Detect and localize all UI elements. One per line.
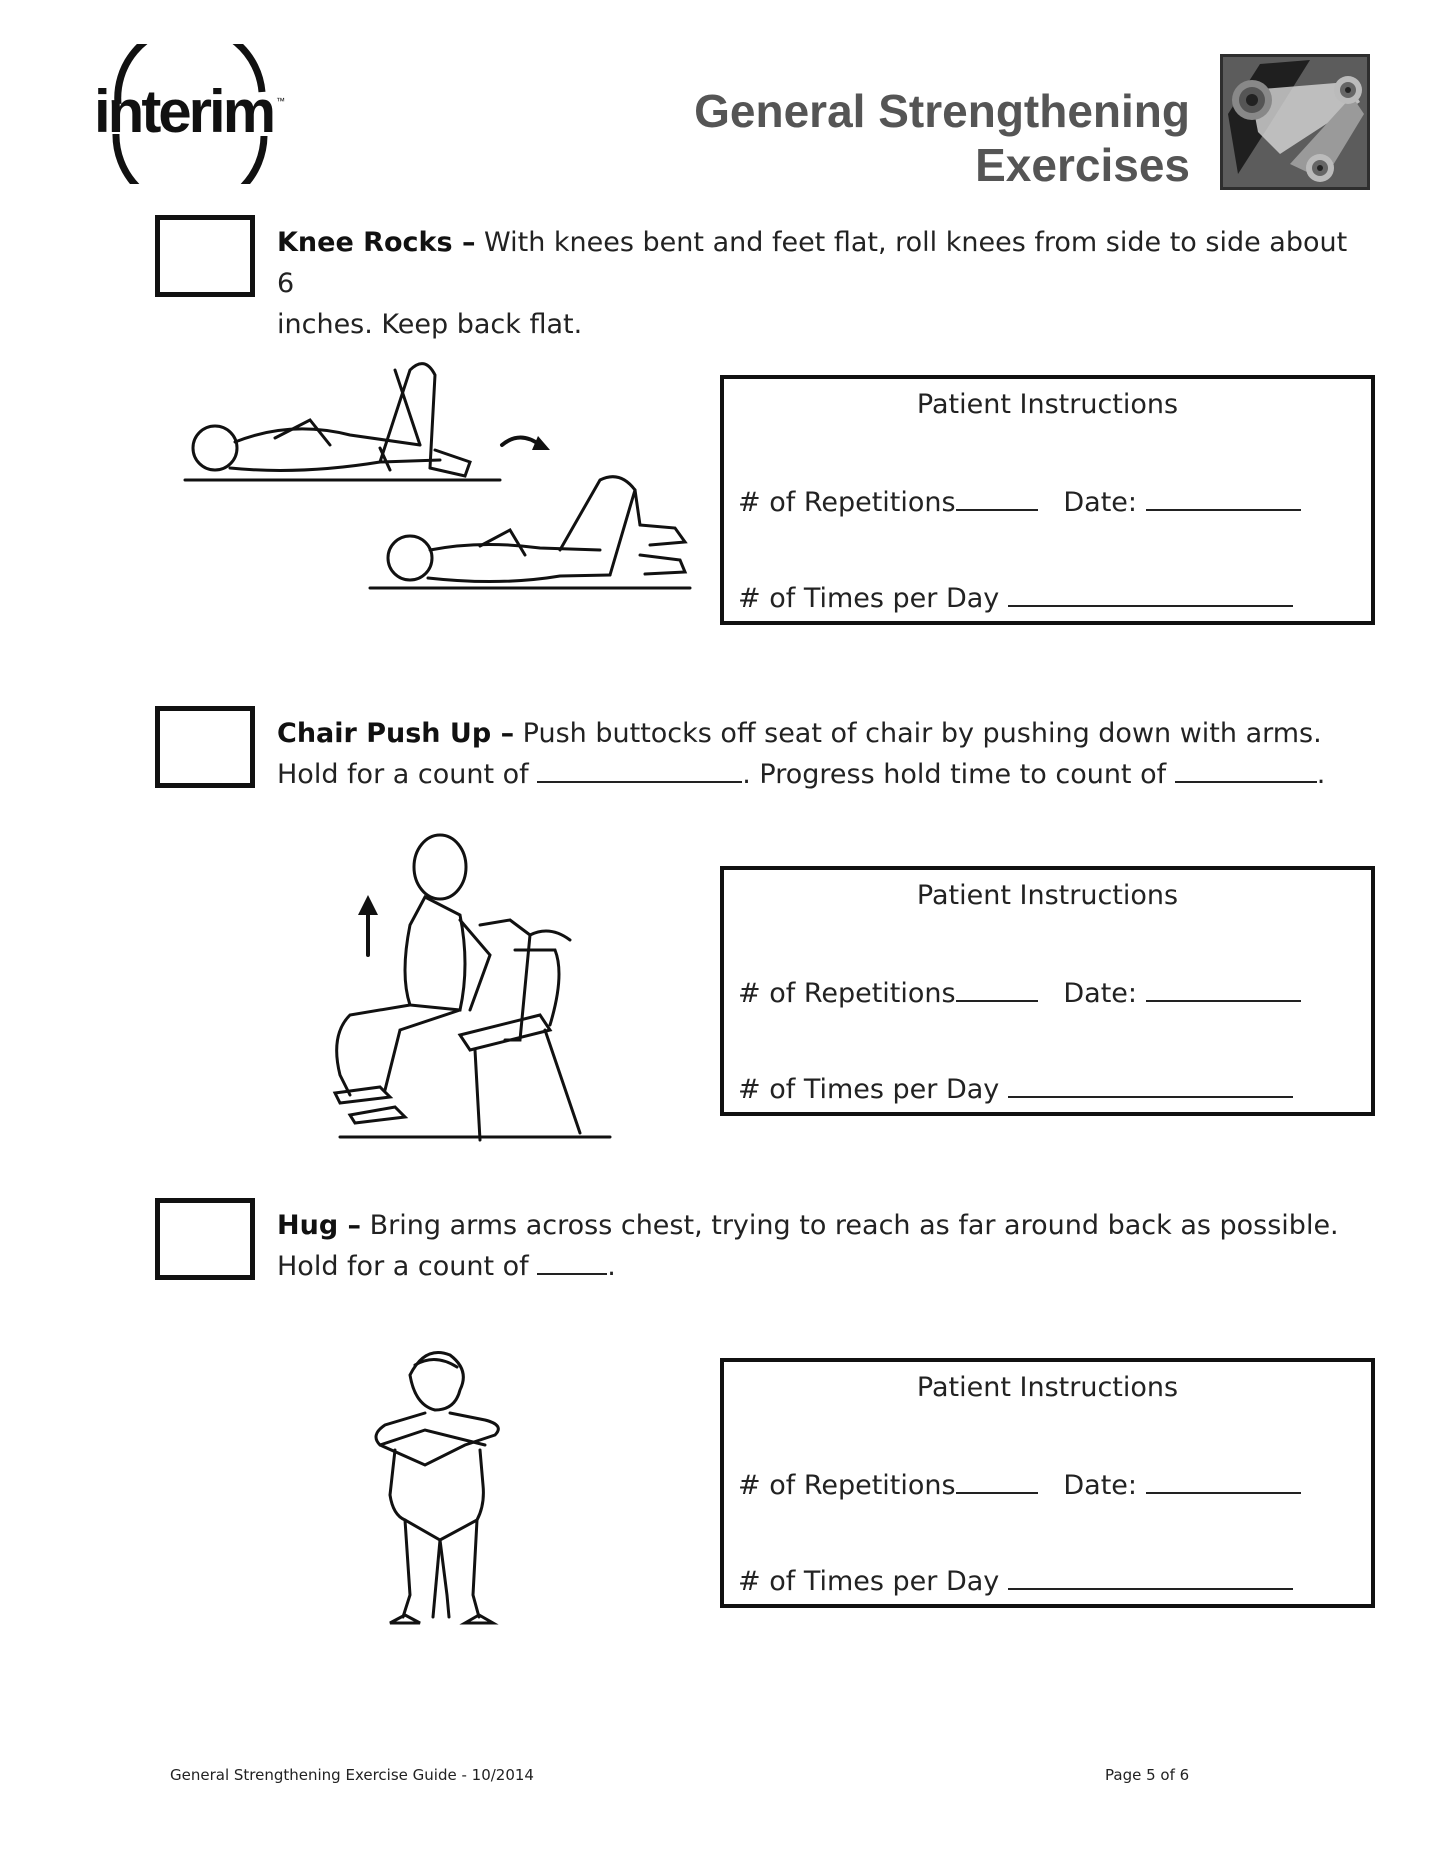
repetitions-label: # of Repetitions [738,978,956,1009]
times-per-day-row [738,1562,1293,1597]
instructions-title: Patient Instructions [916,1372,1179,1403]
repetitions-label: # of Repetitions [738,487,956,518]
hug-illustration [365,1345,515,1635]
date-label: Date: [1063,1470,1146,1501]
chair-push-up-instructions-box [720,866,1375,1116]
description-text: Push buttocks off seat of chair by pushing down with arms. [514,718,1322,749]
repetitions-field[interactable] [956,1466,1038,1494]
repetitions-field[interactable] [956,483,1038,511]
times-per-day-field[interactable] [1008,1070,1293,1098]
page-title [694,84,1190,192]
description-text: inches. Keep back flat. [277,309,583,340]
hold-count-field[interactable] [537,1249,607,1275]
interim-logo [92,44,292,184]
gear-belt-icon [1220,54,1370,190]
times-per-day-field[interactable] [1008,1562,1293,1590]
knee-rocks-instructions-box [720,375,1375,625]
description-text: . Progress hold time to count of [742,759,1175,790]
knee-rocks-description [277,222,1367,345]
repetitions-row [738,974,1301,1009]
repetitions-label: # of Repetitions [738,1470,956,1501]
footer-page-number: Page 5 of 6 [1105,1766,1190,1784]
times-per-day-label: # of Times per Day [738,1074,1008,1105]
exercise-name: Knee Rocks – [277,227,476,258]
hug-description [277,1205,1367,1287]
times-per-day-field[interactable] [1008,579,1293,607]
repetitions-row [738,483,1301,518]
times-per-day-row [738,1070,1293,1105]
date-field[interactable] [1146,483,1301,511]
chair-push-up-checkbox[interactable] [155,706,255,788]
description-text: . [1316,759,1326,790]
logo-text: interim [94,78,274,145]
chair-push-up-illustration [310,825,630,1145]
instructions-title: Patient Instructions [916,880,1179,911]
times-per-day-label: # of Times per Day [738,583,1008,614]
date-label: Date: [1063,487,1146,518]
description-text: Hold for a count of [277,1251,538,1282]
description-text: With knees bent and feet flat, roll knees from side to side about 6 [277,227,1348,299]
progress-count-field[interactable] [1175,757,1317,783]
chair-push-up-description [277,713,1367,795]
footer-guide-title: General Strengthening Exercise Guide - 10/2014 [170,1766,534,1784]
hug-instructions-box [720,1358,1375,1608]
description-text: Hold for a count of [277,759,538,790]
knee-rocks-checkbox[interactable] [155,215,255,297]
repetitions-row [738,1466,1301,1501]
page-title-line2: Exercises [975,139,1190,191]
hold-count-field[interactable] [537,757,742,783]
instructions-title: Patient Instructions [916,389,1179,420]
date-field[interactable] [1146,1466,1301,1494]
times-per-day-label: # of Times per Day [738,1566,1008,1597]
description-text: . [607,1251,616,1282]
exercise-name: Chair Push Up – [277,718,515,749]
times-per-day-row [738,579,1293,614]
logo-trademark: ™ [276,96,285,106]
page-title-line1: General Strengthening [694,85,1190,137]
description-text: Bring arms across chest, trying to reach as far around back as possible. [361,1210,1339,1241]
date-field[interactable] [1146,974,1301,1002]
exercise-name: Hug – [277,1210,362,1241]
date-label: Date: [1063,978,1146,1009]
knee-rocks-illustration [180,350,710,610]
hug-checkbox[interactable] [155,1198,255,1280]
repetitions-field[interactable] [956,974,1038,1002]
